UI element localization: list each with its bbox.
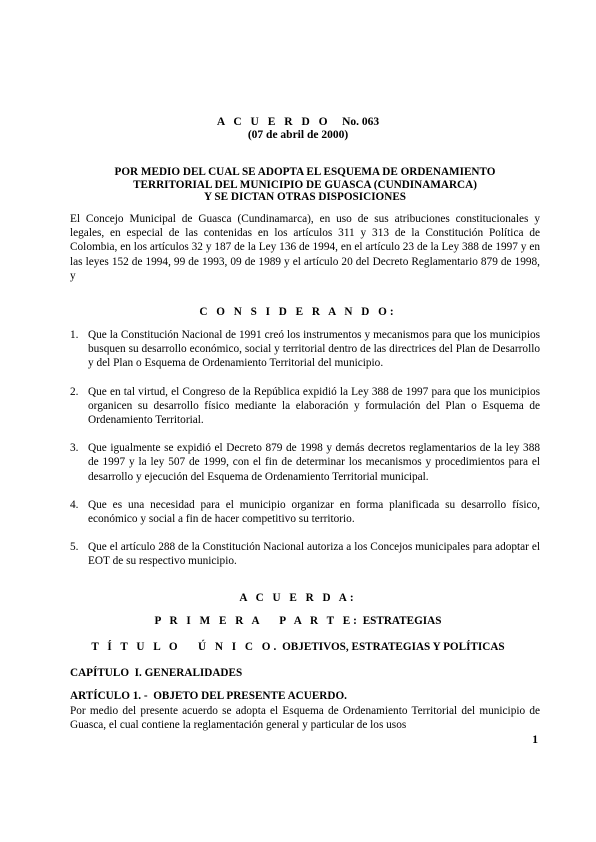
considerando-list (70, 328, 540, 569)
item-number: 4. (70, 498, 79, 511)
primera-parte-name: ESTRATEGIAS (362, 615, 442, 627)
primera-parte-heading (0, 615, 596, 627)
titulo-label: T Í T U L O Ú N I C O. (91, 641, 280, 653)
heading-line-3: Y SE DICTAN OTRAS DISPOSICIONES (203, 191, 407, 203)
titulo-name: OBJETIVOS, ESTRATEGIAS Y POLÍTICAS (282, 641, 505, 653)
list-item (70, 441, 540, 484)
heading-line-1: POR MEDIO DEL CUAL SE ADOPTA EL ESQUEMA DE ORDENAMIENTO (114, 166, 496, 178)
acuerdo-date: (07 de abril de 2000) (247, 129, 349, 141)
item-text: Que en tal virtud, el Congreso de la República expidió la Ley 388 de 1997 para que los municipios organicen su desarrollo físico mediante la elaboración y formulación del Plan o Esquema de Ordenamiento Territorial. (88, 385, 540, 427)
item-text: Que es una necesidad para el municipio organizar en forma planificada su desarrollo físico, económico y social a fin de hacer competitivo su territorio. (88, 498, 540, 526)
item-text: Que igualmente se expidió el Decreto 879 de 1998 y demás decretos reglamentarios de la ley 388 de 1997 y la ley 507 de 1999, con el fin de determinar los mecanismos y procedimientos para el desarrollo y ejecución del Esquema de Ordenamiento Territorial municipal. (88, 442, 540, 483)
acuerdo-word: A C U E R D O (216, 116, 331, 128)
primera-parte-label: P R I M E R A P A R T E: (154, 615, 360, 627)
articulo-heading: ARTÍCULO 1. - OBJETO DEL PRESENTE ACUERDO. (70, 690, 347, 702)
acuerda-title: A C U E R D A: (239, 592, 357, 604)
item-text: Que el artículo 288 de la Constitución Nacional autoriza a los Concejos municipales para adoptar el EOT de su respectivo municipio. (88, 541, 540, 568)
intro-paragraph: El Concejo Municipal de Guasca (Cundinamarca), en uso de sus atribuciones constitucionales y legales, en especial de las contenidas en los artículos 311 y 313 de la Constitución Política de Colombia, en los artículos 32 y 187 de la Ley 136 de 1994, en el artículo 23 de la Ley 388 de 1997 y en las leyes 152 de 1994, 99 de 1993, 09 de 1989 y el artículo 20 del Decreto Reglamentario 879 de 1998, y (70, 213, 540, 282)
articulo-text: Por medio del presente acuerdo se adopta el Esquema de Ordenamiento Territorial del municipio de Guasca, el cual contiene la reglamentación general y particular de los usos (70, 705, 540, 732)
heading-line-2: TERRITORIAL DEL MUNICIPIO DE GUASCA (CUNDINAMARCA) (133, 178, 477, 191)
item-number: 3. (70, 442, 79, 455)
document-heading (70, 166, 540, 204)
item-number: 1. (70, 329, 79, 341)
item-number: 5. (70, 541, 79, 554)
capitulo-heading: CAPÍTULO I. GENERALIDADES (70, 667, 243, 679)
item-number: 2. (70, 385, 79, 398)
list-item (70, 540, 540, 568)
titulo-heading (0, 641, 596, 653)
list-item (70, 498, 540, 526)
page-number: 1 (532, 734, 538, 746)
acuerdo-number: No. 063 (342, 116, 380, 128)
item-text: Que la Constitución Nacional de 1991 creó los instrumentos y mecanismos para que los municipios busquen su desarrollo económico, social y territorial dentro de las directrices del Plan de Desarrollo y del Plan o Esquema de Ordenamiento Territorial del municipio. (88, 329, 540, 370)
list-item (70, 328, 540, 371)
considerando-title: C O N S I D E R A N D O: (199, 306, 397, 318)
list-item (70, 385, 540, 428)
acuerdo-title (0, 116, 596, 128)
